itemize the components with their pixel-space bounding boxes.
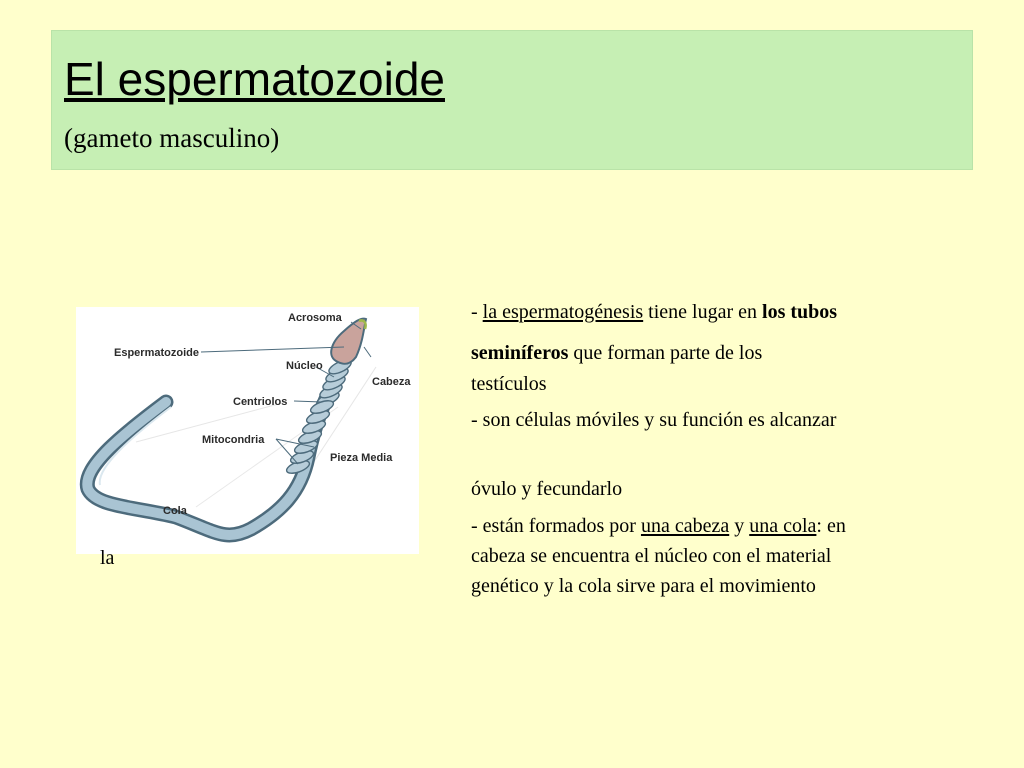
link-una-cola[interactable]: una cola [749, 515, 817, 537]
paragraph-3-line-2: cabeza se encuentra el núcleo con el material [471, 545, 832, 567]
paragraph-1-line-3: testículos [471, 373, 547, 395]
label-cola: Cola [163, 505, 187, 517]
bold-los-tubos: los tubos [762, 301, 838, 323]
bold-seminiferos: seminíferos [471, 342, 569, 364]
link-espermatogenesis[interactable]: la espermatogénesis [482, 301, 644, 323]
paragraph-1-line-2: seminíferos que forman parte de los [471, 342, 763, 364]
label-mitocondria: Mitocondria [202, 434, 265, 446]
paragraph-1-line-1: - la espermatogénesis tiene lugar en los tubos [471, 301, 838, 323]
label-cabeza: Cabeza [372, 376, 411, 388]
paragraph-3-line-1: - están formados por una cabeza y una cola: en [471, 515, 846, 537]
label-nucleo: Núcleo [286, 360, 323, 372]
label-espermatozoide: Espermatozoide [114, 347, 199, 359]
slide-subtitle: (gameto masculino) [64, 123, 280, 153]
title-box [51, 30, 973, 170]
paragraph-2-line-1: - son células móviles y su función es alcanzar [471, 409, 837, 431]
label-acrosoma: Acrosoma [288, 312, 342, 324]
paragraph-3-line-3: genético y la cola sirve para el movimiento [471, 575, 816, 597]
slide-title: El espermatozoide [64, 53, 445, 105]
paragraph-2-line-2: óvulo y fecundarlo [471, 478, 623, 500]
link-una-cabeza[interactable]: una cabeza [640, 515, 730, 537]
sperm-diagram [76, 307, 419, 554]
label-pieza-media: Pieza Media [330, 452, 393, 464]
sperm-head [331, 319, 366, 364]
label-centriolos: Centriolos [233, 396, 288, 408]
sperm-illustration [76, 307, 419, 554]
stray-text: la [100, 547, 115, 569]
